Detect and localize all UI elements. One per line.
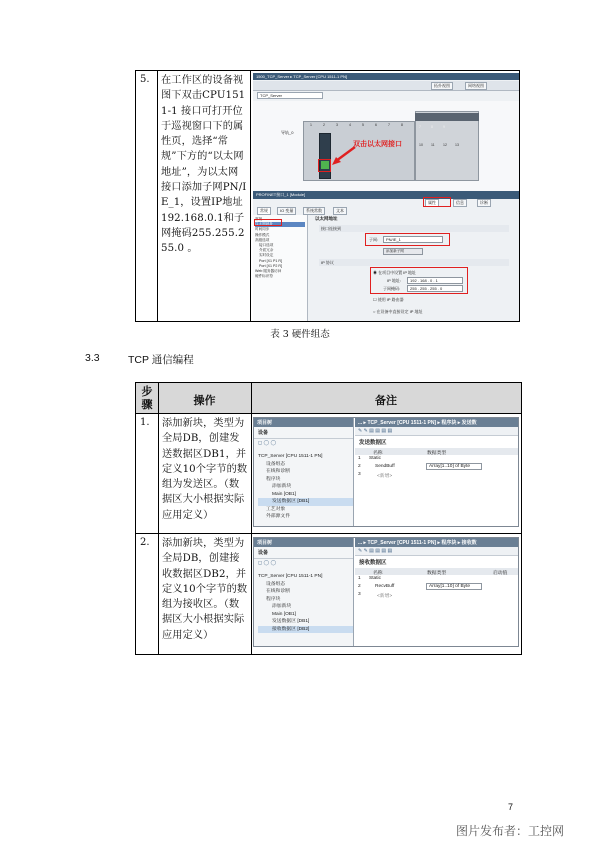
toolbar-icons: ◻ ◯ ◯ xyxy=(258,440,277,446)
annotation-label: 双击以太网接口 xyxy=(353,140,402,148)
tree-item[interactable]: 程序块 xyxy=(266,476,281,482)
nav-item[interactable]: Port [X1 P2 R] xyxy=(259,263,282,268)
tree-item[interactable]: Main [OB1] xyxy=(272,611,296,617)
db-rows: 1 Static 2 SendBuff Array[1..10] of Byte 3 <新增> xyxy=(355,455,518,485)
row-sendbuff[interactable]: SendBuff xyxy=(375,464,395,469)
tree-item[interactable]: 添加新块 xyxy=(272,604,292,609)
tab-properties[interactable]: 属性 xyxy=(425,199,439,207)
header-step: 步 骤 xyxy=(141,385,153,411)
header-operation: 操作 xyxy=(193,394,216,407)
nav-item[interactable]: 时间同步 xyxy=(255,227,270,232)
step-number: 1. xyxy=(140,417,150,428)
section-ethernet-address: 以太网地址 xyxy=(315,216,338,221)
section-ip-protocol: IP 协议 xyxy=(319,259,509,266)
tree-item[interactable]: 工艺对象 xyxy=(266,506,286,512)
ip-label: IP 地址: xyxy=(387,278,401,283)
block-title: 接收数据区 xyxy=(359,560,387,566)
row-recvbuff[interactable]: RecvBuff xyxy=(375,584,395,589)
subnet-label: 子网: xyxy=(369,237,379,242)
subnet-mask-field[interactable]: 255 . 255 . 255 . 0 xyxy=(407,285,463,292)
tab-io-tags[interactable]: IO 变量 xyxy=(277,207,296,215)
tab-topology-view[interactable]: 拓扑视图 xyxy=(431,82,453,90)
step-description: 在工作区的设备视图下双击CPU1511-1 接口可打开位于巡视窗口下的属性页，选择“常规”下方的“以太网地址”，为以太网接口添加子网PN/IE_1，设置IP地址192.168.0.1和子网掩码255.255.255.0 。 xyxy=(161,75,247,255)
router-option[interactable]: ☐ 使用 IP 路由器 xyxy=(373,297,404,302)
add-subnet-button[interactable]: 添加新子网 xyxy=(383,248,423,255)
nav-item[interactable]: 介质冗余 xyxy=(259,248,274,253)
tia-device-view-screenshot: 1500_TCP_Server ▸ TCP_Server [CPU 1511-1 PN] 拓扑视图 网络视图 TCP_Server 导轨_0 1 2 3 4 5 6 7 8 7 8 9 10 11 12 13 双击以太网接口 PROFINET接口_1 [Module] 属性 信息 诊断 常规 IO 变量 系统常数 文本 常规 以太网地址 时间同步 操作模式 高级选项 接口选项 介质冗余 实时设定 Port [X1 P1 R] Port [X1 P2 R] Web 服务器访问 硬件标识符 以太网地址 接口连接到 子网: PN/IE_1 添加新子网 IP 协议 ◉ 在项目中设置 IP 地址 IP 地址: 192 . 168 . 0 . 1 子网掩码: 255 . 255 . 255 . 0 ☐ 使用 IP 路由器 ○ 在设备中直接设定 IP 地址 xyxy=(251,71,521,321)
nav-item[interactable]: 高级选项 xyxy=(255,237,270,242)
inspector-title: PROFINET接口_1 [Module] xyxy=(253,191,519,199)
direct-ip-option[interactable]: ○ 在设备中直接设定 IP 地址 xyxy=(373,309,423,314)
tree-item[interactable]: 在线和诊断 xyxy=(266,589,290,594)
row-add-new[interactable]: <新增> xyxy=(377,474,393,479)
tcp-programming-table xyxy=(135,382,522,655)
nav-item[interactable]: 常规 xyxy=(255,217,263,221)
step-description: 添加新块，类型为全局DB，创建接收数据区DB2，并定义10个字节的数组为接收区。（数据区大小根据实际应用定义） xyxy=(162,538,248,641)
tab-texts[interactable]: 文本 xyxy=(333,207,347,215)
step-description-cell xyxy=(158,71,251,321)
column-header: 名称 数据类型 启动值 xyxy=(355,568,518,575)
editor-toolbar: ✎ ✎ ▤ ▤ ▤ ▤ xyxy=(355,547,518,556)
ip-option[interactable]: ◉ 在项目中设置 IP 地址 xyxy=(373,270,417,275)
nav-item[interactable]: 实时设定 xyxy=(259,253,274,258)
toolbar-icons: ◻ ◯ ◯ xyxy=(258,560,277,566)
tree-item[interactable]: 外部源文件 xyxy=(266,514,290,519)
mask-label: 子网掩码: xyxy=(383,286,401,291)
tree-item-selected[interactable]: 发送数据区 [DB1] xyxy=(258,498,353,506)
column-header: 名称 数据类型 xyxy=(355,448,518,455)
devices-tab[interactable]: 设备 xyxy=(254,427,353,439)
ip-address-field[interactable]: 192 . 168 . 0 . 1 xyxy=(407,277,463,284)
step-number: 2. xyxy=(140,537,150,548)
tree-item[interactable]: 设备组态 xyxy=(266,581,286,587)
subnet-select[interactable]: PN/IE_1 xyxy=(383,236,443,243)
section-interface-connected: 接口连接到 xyxy=(319,225,509,232)
rail-label: 导轨_0 xyxy=(281,130,294,135)
project-tree-title: 项目树 xyxy=(254,418,353,427)
watermark: 图片发布者：工控网 xyxy=(456,824,565,838)
tree-item[interactable]: Main [OB1] xyxy=(272,491,296,497)
tab-info[interactable]: 信息 xyxy=(453,199,467,207)
page-number: 7 xyxy=(508,802,514,812)
rack-extension xyxy=(415,111,479,181)
step-number-cell xyxy=(136,71,158,321)
row-add-new[interactable]: <新增> xyxy=(377,594,393,599)
tree-item[interactable]: 添加新块 xyxy=(272,484,292,489)
inspector-nav xyxy=(253,215,308,321)
section-title: TCP 通信编程 xyxy=(128,354,194,366)
nav-item[interactable]: 接口选项 xyxy=(259,243,274,248)
nav-item[interactable]: 硬件标识符 xyxy=(255,274,273,279)
tree-item[interactable]: 设备组态 xyxy=(266,461,286,467)
header-remarks: 备注 xyxy=(375,394,397,407)
breadcrumb: ... ▸ TCP_Server [CPU 1511-1 PN] ▸ 程序块 ▸ 接收数 xyxy=(355,538,518,547)
nav-item[interactable]: Port [X1 P1 R] xyxy=(259,258,282,263)
tia-window-title: 1500_TCP_Server ▸ TCP_Server [CPU 1511-1 PN] xyxy=(253,73,519,80)
tree-item-cpu[interactable]: TCP_Server [CPU 1511-1 PN] xyxy=(258,574,323,579)
tree-item-cpu[interactable]: TCP_Server [CPU 1511-1 PN] xyxy=(258,454,323,459)
row-static[interactable]: Static xyxy=(369,576,381,581)
step-number: 5. xyxy=(140,74,150,85)
datatype-field[interactable]: Array[1..10] of Byte xyxy=(426,463,482,470)
tree-item-selected[interactable]: 接收数据区 [DB2] xyxy=(258,626,353,634)
port-highlight xyxy=(318,159,331,172)
tab-system-constants[interactable]: 系统常数 xyxy=(303,207,325,215)
tab-general[interactable]: 常规 xyxy=(257,207,271,215)
devices-tab[interactable]: 设备 xyxy=(254,547,353,559)
editor-toolbar: ✎ ✎ ▤ ▤ ▤ ▤ xyxy=(355,427,518,436)
cpu-module[interactable] xyxy=(319,133,331,179)
nav-item[interactable]: 操作模式 xyxy=(255,232,270,237)
tree-item[interactable]: 在线和诊断 xyxy=(266,469,290,474)
breadcrumb: ... ▸ TCP_Server [CPU 1511-1 PN] ▸ 程序块 ▸ 发送数 xyxy=(355,418,518,427)
db-rows: 1 Static 2 RecvBuff Array[1..10] of Byte 3 <新增> xyxy=(355,575,518,605)
tree-item[interactable]: 程序块 xyxy=(266,596,281,602)
step-description: 添加新块，类型为全局DB，创建发送数据区DB1，并定义10个字节的数组为发送区。（数据区大小根据实际应用定义） xyxy=(162,418,248,521)
tab-diagnostics[interactable]: 诊断 xyxy=(477,199,491,207)
hardware-config-table xyxy=(135,70,520,322)
row-static[interactable]: Static xyxy=(369,456,381,461)
table-caption: 表 3 硬件组态 xyxy=(270,329,330,340)
tab-network-view[interactable]: 网络视图 xyxy=(465,82,487,90)
nav-item-ethernet[interactable]: 以太网地址 xyxy=(255,222,305,227)
db2-screenshot xyxy=(253,537,519,647)
datatype-field[interactable]: Array[1..10] of Byte xyxy=(426,583,482,590)
block-title: 发送数据区 xyxy=(359,440,387,446)
section-number: 3.3 xyxy=(85,352,100,364)
nav-item[interactable]: Web 服务器访问 xyxy=(255,269,282,274)
tree-item[interactable]: 发送数据区 [DB1] xyxy=(272,619,310,624)
project-tree-title: 项目树 xyxy=(254,538,353,547)
device-dropdown[interactable]: TCP_Server xyxy=(257,92,323,99)
db1-screenshot xyxy=(253,417,519,527)
